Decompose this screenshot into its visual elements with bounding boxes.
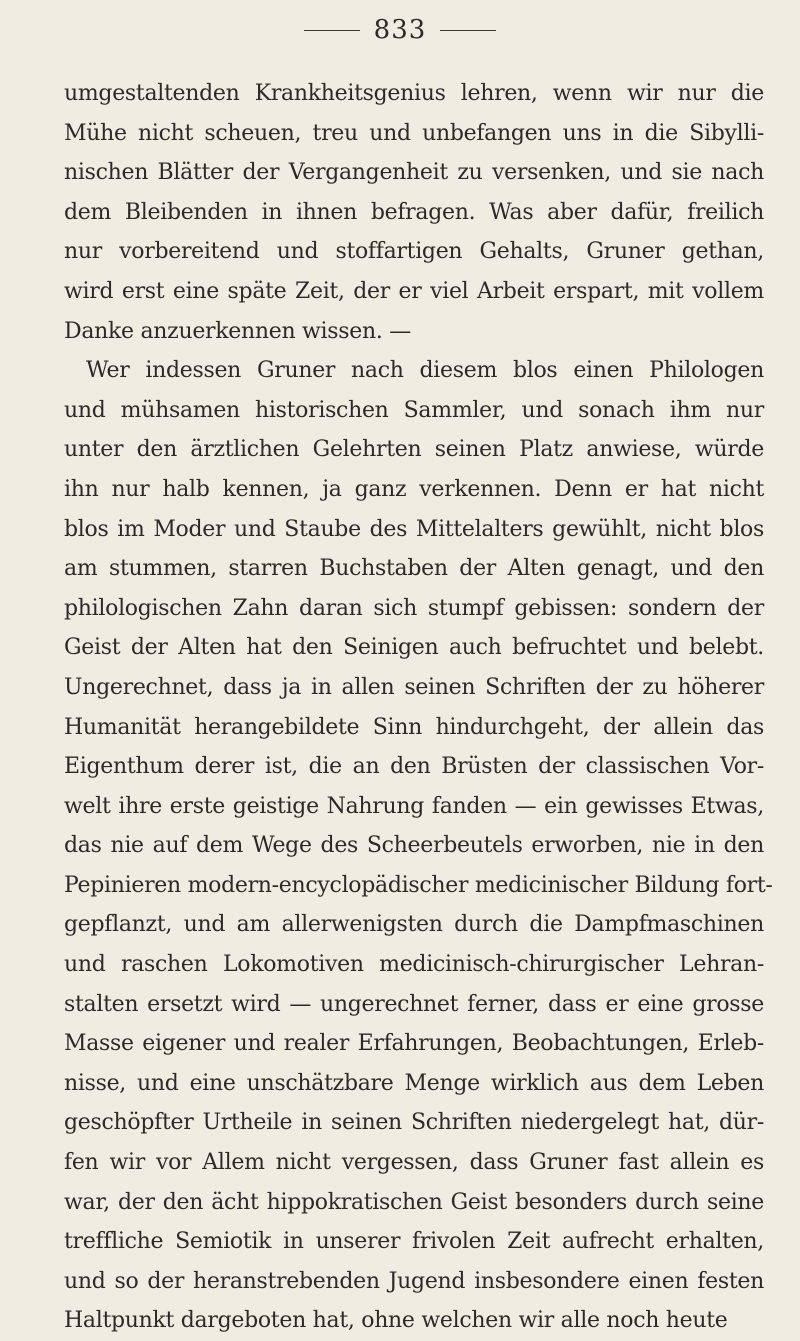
text-line: das nie auf dem Wege des Scheerbeutels erworben, nie in den	[64, 833, 764, 859]
paragraph	[64, 74, 764, 351]
text-line: nischen Blätter der Vergangenheit zu versenken, und sie nach	[64, 160, 764, 186]
text-line: nisse, und eine unschätzbare Menge wirklich aus dem Leben	[64, 1070, 764, 1096]
text-line: blos im Moder und Staube des Mittelalters gewühlt, nicht blos	[64, 516, 764, 542]
header-rule-left	[304, 30, 360, 31]
text-line: Wer indessen Gruner nach diesem blos einen Philologen	[86, 358, 764, 384]
text-line: Mühe nicht scheuen, treu und unbefangen uns in die Sibylli-	[64, 120, 764, 146]
text-line: und raschen Lokomotiven medicinisch-chirurgischer Lehran-	[64, 952, 764, 978]
text-line: Haltpunkt dargeboten hat, ohne welchen wir alle noch heute	[64, 1308, 728, 1334]
text-line: Humanität herangebildete Sinn hindurchgeht, der allein das	[64, 714, 764, 740]
text-line: geschöpfter Urtheile in seinen Schriften niedergelegt hat, dür-	[64, 1110, 764, 1136]
text-line: wird erst eine späte Zeit, der er viel Arbeit erspart, mit vollem	[64, 278, 764, 304]
text-line: philologischen Zahn daran sich stumpf gebissen: sondern der	[64, 595, 764, 621]
header-rule-right	[440, 30, 496, 31]
text-line: fen wir vor Allem nicht vergessen, dass Gruner fast allein es	[64, 1150, 764, 1176]
text-line: am stummen, starren Buchstaben der Alten genagt, und den	[64, 556, 764, 582]
text-line: und mühsamen historischen Sammler, und sonach ihm nur	[64, 397, 764, 423]
text-line: Geist der Alten hat den Seinigen auch befruchtet und belebt.	[64, 635, 764, 661]
text-line: und so der heranstrebenden Jugend insbesondere einen festen	[64, 1268, 764, 1294]
text-line: war, der den ächt hippokratischen Geist besonders durch seine	[64, 1189, 764, 1215]
text-line: gepflanzt, und am allerwenigsten durch die Dampfmaschinen	[64, 912, 764, 938]
text-line: Ungerechnet, dass ja in allen seinen Schriften der zu höherer	[64, 674, 764, 700]
text-line: ihn nur halb kennen, ja ganz verkennen. Denn er hat nicht	[64, 476, 764, 502]
paragraph	[64, 351, 773, 1341]
page-number: 833	[373, 15, 427, 45]
text-line: treffliche Semiotik in unserer frivolen Zeit aufrecht erhalten,	[64, 1229, 764, 1255]
body-text	[64, 74, 773, 1341]
text-line: umgestaltenden Krankheitsgenius lehren, wenn wir nur die	[64, 81, 764, 106]
text-line: dem Bleibenden in ihnen befragen. Was aber dafür, freilich	[64, 199, 764, 225]
text-line: Masse eigener und realer Erfahrungen, Beobachtungen, Erleb-	[64, 1031, 764, 1057]
text-line: Danke anzuerkennen wissen. —	[64, 318, 411, 344]
text-line: nur vorbereitend und stoffartigen Gehalts, Gruner gethan,	[64, 239, 764, 265]
text-line: Pepinieren modern-encyclopädischer medicinischer Bildung fort-	[64, 872, 773, 898]
page-header	[0, 10, 800, 50]
text-line: Eigenthum derer ist, die an den Brüsten der classischen Vor-	[64, 754, 764, 780]
text-line: unter den ärztlichen Gelehrten seinen Platz anwiese, würde	[64, 437, 764, 463]
text-line: welt ihre erste geistige Nahrung fanden — ein gewisses Etwas,	[64, 793, 764, 819]
text-line: stalten ersetzt wird — ungerechnet ferner, dass er eine grosse	[64, 991, 764, 1017]
